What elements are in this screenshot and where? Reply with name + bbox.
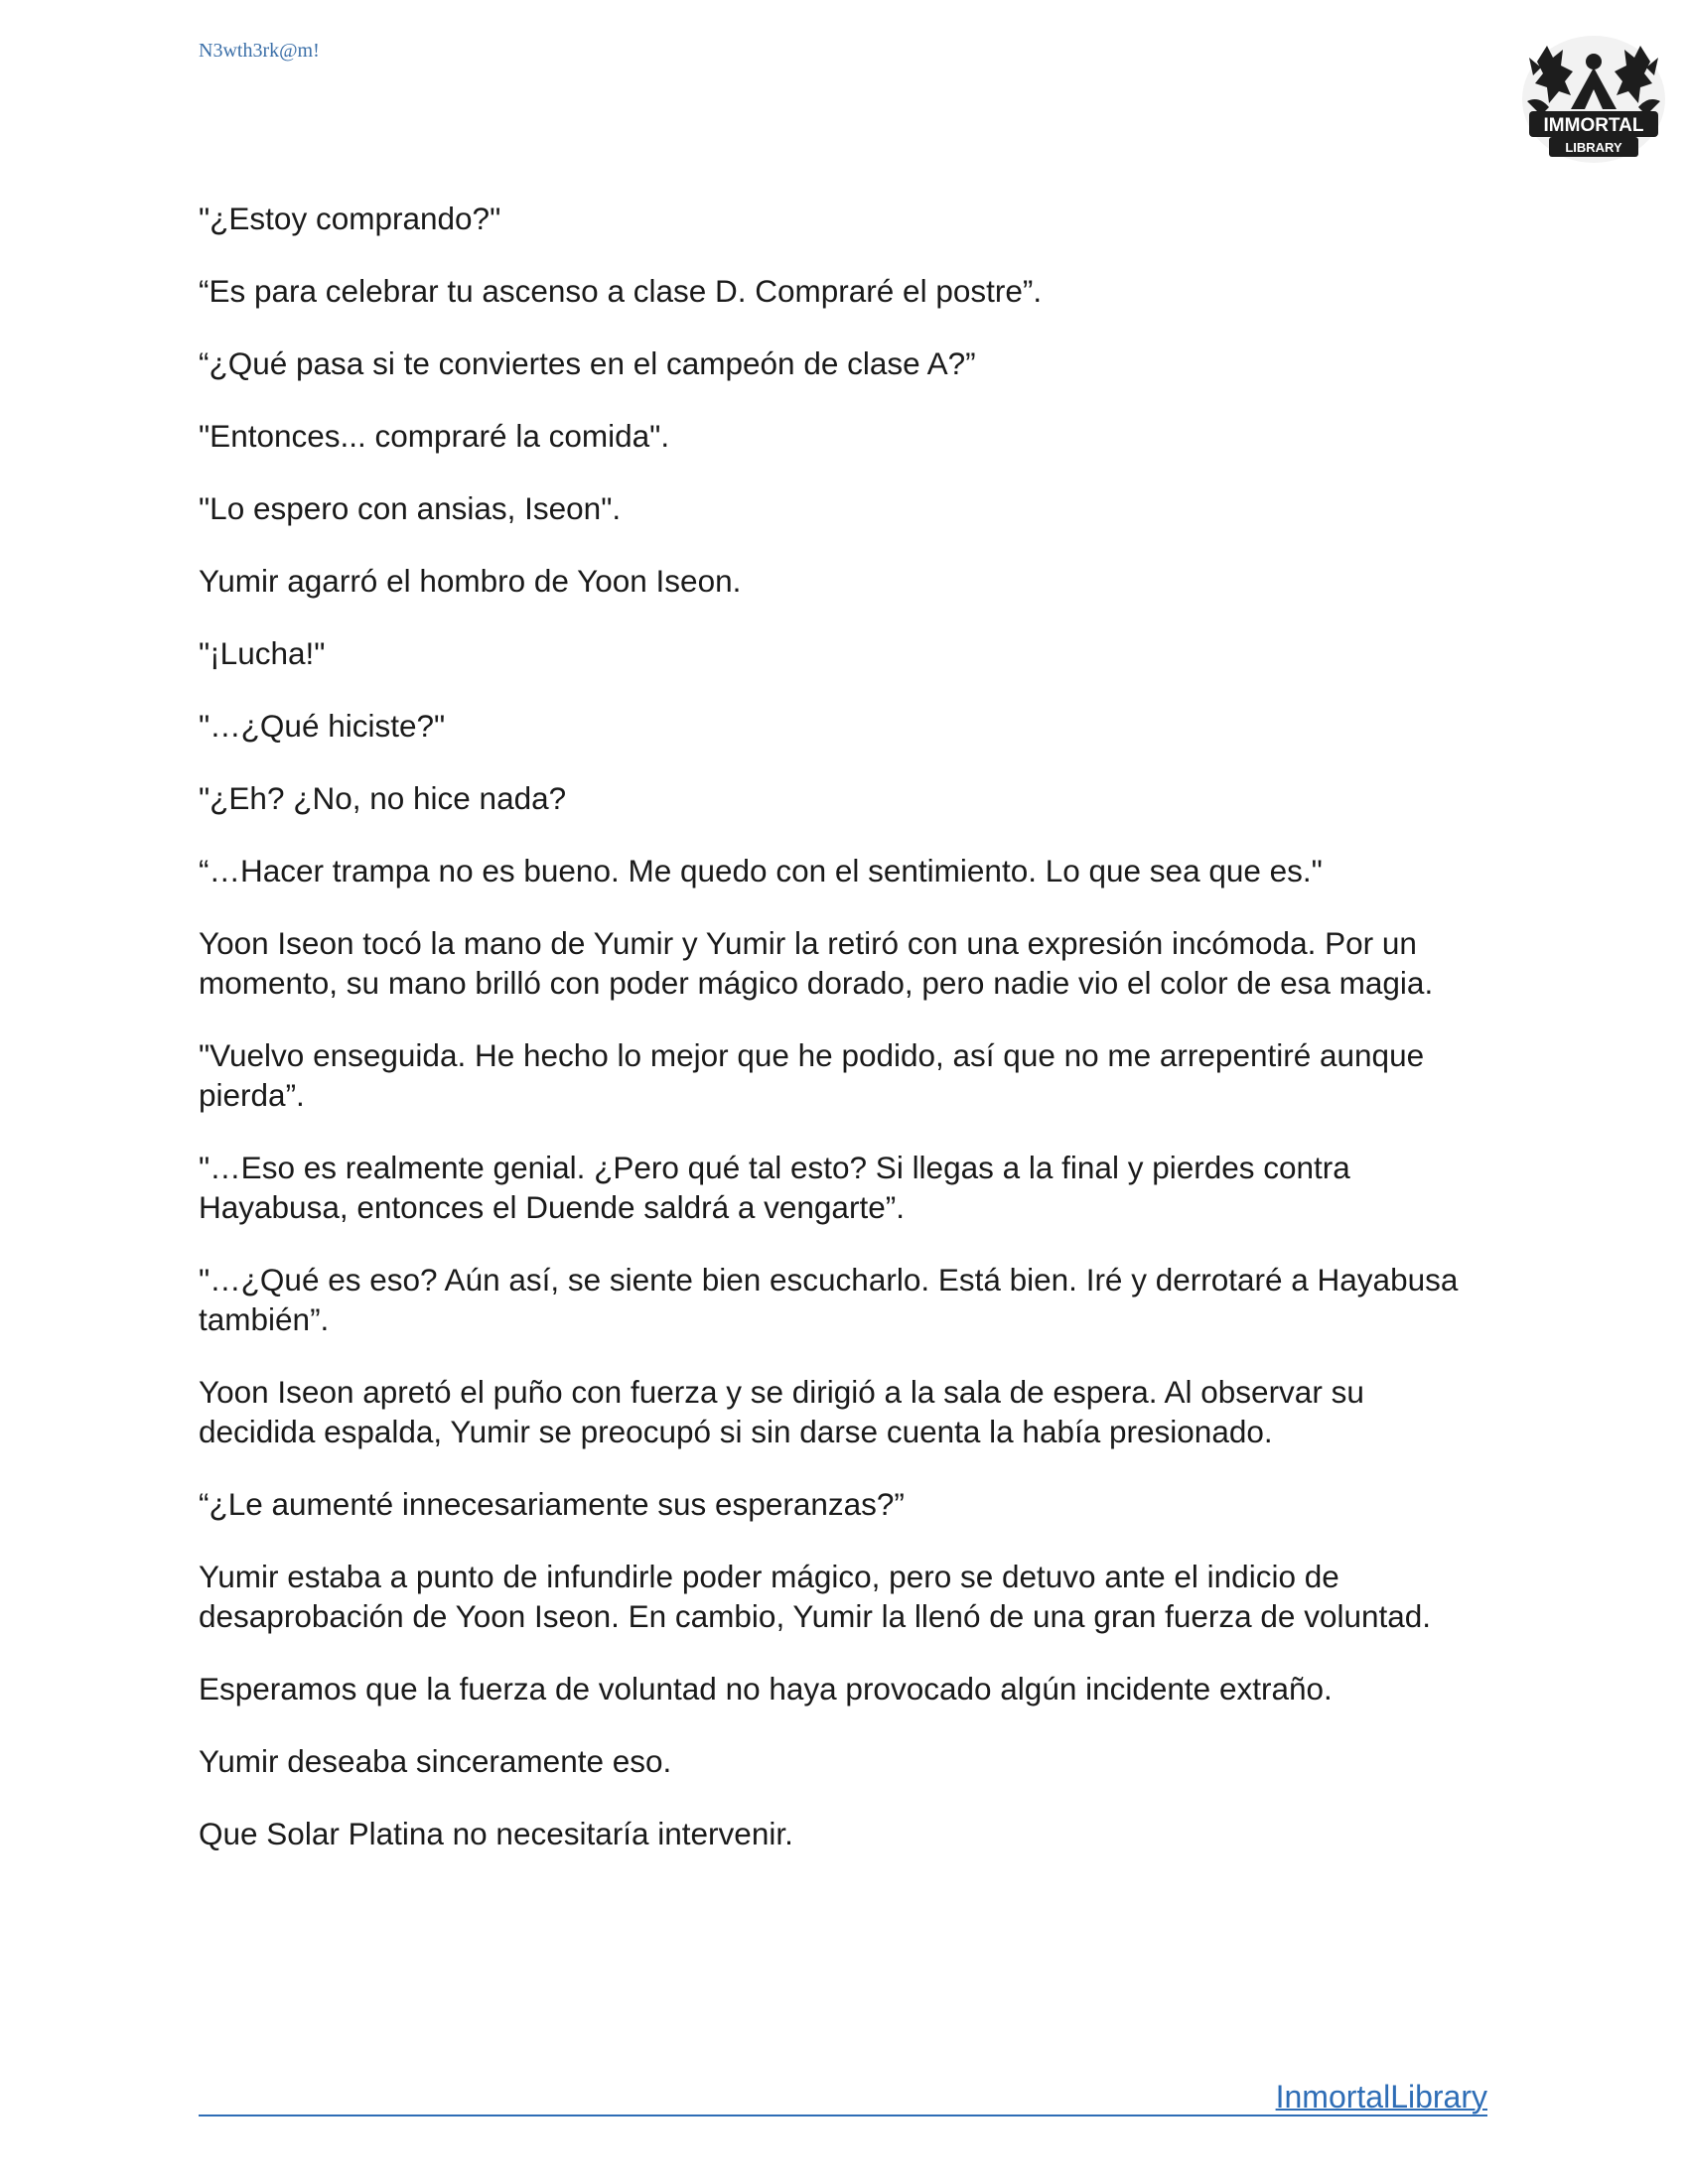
footer-link[interactable]: InmortalLibrary (1275, 2079, 1487, 2115)
paragraph: “…Hacer trampa no es bueno. Me quedo con el sentimiento. Lo que sea que es." (199, 853, 1323, 888)
paragraph: Yumir deseaba sinceramente eso. (199, 1743, 672, 1779)
paragraph: “¿Le aumenté innecesariamente sus esperanzas?” (199, 1486, 905, 1522)
footer-rule (199, 2079, 1487, 2116)
paragraph: Esperamos que la fuerza de voluntad no haya provocado algún incidente extraño. (199, 1671, 1333, 1706)
paragraph: "…¿Qué hiciste?" (199, 708, 446, 744)
paragraph: "…Eso es realmente genial. ¿Pero qué tal esto? Si llegas a la final y pierdes contra Hayabusa, entonces el Duende saldrá a vengarte”. (199, 1150, 1359, 1225)
paragraph: “¿Qué pasa si te conviertes en el campeón de clase A?” (199, 345, 976, 381)
paragraph: Yumir agarró el hombro de Yoon Iseon. (199, 563, 742, 599)
paragraph: "¿Eh? ¿No, no hice nada? (199, 780, 567, 816)
paragraph: Yoon Iseon apretó el puño con fuerza y se dirigió a la sala de espera. Al observar su decidida espalda, Yumir se preocupó si sin darse cuenta la había presionado. (199, 1374, 1373, 1449)
dragon-crest-icon (1519, 32, 1668, 166)
paragraph: "Lo espero con ansias, Iseon". (199, 490, 622, 526)
paragraph: Yumir estaba a punto de infundirle poder mágico, pero se detuvo ante el indicio de desaprobación de Yoon Iseon. En cambio, Yumir la llenó de una gran fuerza de voluntad. (199, 1559, 1432, 1634)
paragraph: "…¿Qué es eso? Aún así, se siente bien escucharlo. Está bien. Iré y derrotaré a Hayabusa también”. (199, 1262, 1468, 1337)
logo-title-text: IMMORTAL (1543, 115, 1644, 136)
paragraph: “Es para celebrar tu ascenso a clase D. Compraré el postre”. (199, 273, 1043, 309)
logo-subtitle-text: LIBRARY (1565, 140, 1622, 155)
document-body (199, 199, 1479, 1886)
paragraph: "Vuelvo enseguida. He hecho lo mejor que he podido, así que no me arrepentiré aunque pierda”. (199, 1037, 1433, 1113)
header-watermark-text: N3wth3rk@m! (199, 40, 320, 62)
immortal-library-logo (1519, 32, 1668, 166)
paragraph: "¿Estoy comprando?" (199, 201, 501, 236)
paragraph: "¡Lucha!" (199, 635, 326, 671)
paragraph: "Entonces... compraré la comida". (199, 418, 670, 454)
paragraph: Que Solar Platina no necesitaría intervenir. (199, 1816, 793, 1851)
paragraph: Yoon Iseon tocó la mano de Yumir y Yumir la retiró con una expresión incómoda. Por un momento, su mano brilló con poder mágico dorado, pero nadie vio el color de esa magia. (199, 925, 1434, 1001)
